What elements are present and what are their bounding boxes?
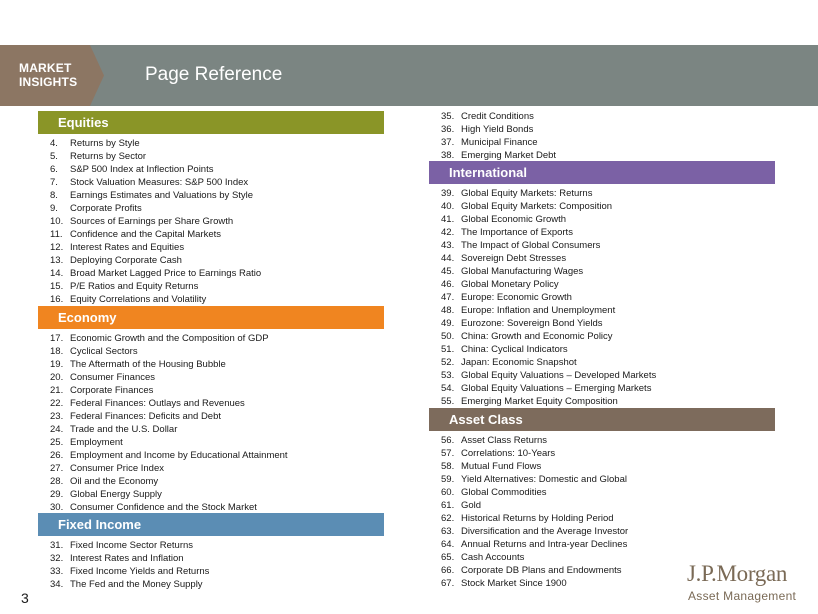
item-number: 7. bbox=[50, 177, 58, 188]
list-item bbox=[38, 384, 384, 397]
item-label: P/E Ratios and Equity Returns bbox=[70, 281, 199, 292]
item-label: Eurozone: Sovereign Bond Yields bbox=[461, 318, 603, 329]
logo-subtitle: Asset Management bbox=[688, 589, 797, 603]
item-number: 20. bbox=[50, 372, 64, 383]
item-label: Fixed Income Yields and Returns bbox=[70, 566, 210, 577]
list-item bbox=[429, 110, 775, 123]
badge-line-2: INSIGHTS bbox=[19, 75, 78, 89]
item-number: 18. bbox=[50, 346, 64, 357]
list-item bbox=[38, 163, 384, 176]
item-number: 48. bbox=[441, 305, 455, 316]
list-item bbox=[429, 136, 775, 149]
item-label: Confidence and the Capital Markets bbox=[70, 229, 222, 240]
list-item bbox=[429, 473, 775, 486]
item-label: Federal Finances: Outlays and Revenues bbox=[70, 398, 245, 409]
item-label: Sources of Earnings per Share Growth bbox=[70, 216, 234, 227]
item-label: Correlations: 10-Years bbox=[461, 448, 556, 459]
item-number: 64. bbox=[441, 539, 455, 550]
item-label: Global Monetary Policy bbox=[461, 279, 559, 290]
list-item bbox=[429, 434, 775, 447]
list-item bbox=[429, 239, 775, 252]
item-number: 65. bbox=[441, 552, 455, 563]
item-label: Deploying Corporate Cash bbox=[70, 255, 182, 266]
item-label: Global Equity Markets: Composition bbox=[461, 201, 613, 212]
item-number: 31. bbox=[50, 540, 64, 551]
section-equities bbox=[38, 111, 384, 306]
section-fixed-income bbox=[38, 513, 384, 591]
item-number: 55. bbox=[441, 396, 455, 407]
item-number: 61. bbox=[441, 500, 455, 511]
equities-list bbox=[38, 137, 384, 306]
item-number: 19. bbox=[50, 359, 64, 370]
item-label: Asset Class Returns bbox=[461, 435, 548, 446]
item-number: 34. bbox=[50, 579, 64, 590]
list-item bbox=[38, 202, 384, 215]
item-label: Employment and Income by Educational Attainment bbox=[70, 450, 288, 461]
item-label: Yield Alternatives: Domestic and Global bbox=[461, 474, 627, 485]
list-item bbox=[429, 265, 775, 278]
item-label: Stock Valuation Measures: S&P 500 Index bbox=[70, 177, 249, 188]
item-label: Municipal Finance bbox=[461, 137, 538, 148]
item-number: 24. bbox=[50, 424, 64, 435]
item-number: 47. bbox=[441, 292, 455, 303]
item-label: Cash Accounts bbox=[461, 552, 525, 563]
section-header-fixed-income: Fixed Income bbox=[38, 513, 384, 536]
badge-text bbox=[19, 61, 77, 89]
list-item bbox=[429, 343, 775, 356]
item-number: 16. bbox=[50, 294, 64, 305]
item-number: 41. bbox=[441, 214, 455, 225]
item-label: High Yield Bonds bbox=[461, 124, 534, 135]
item-number: 49. bbox=[441, 318, 455, 329]
item-label: Global Energy Supply bbox=[70, 489, 162, 500]
list-item bbox=[38, 423, 384, 436]
item-number: 56. bbox=[441, 435, 455, 446]
item-label: Interest Rates and Equities bbox=[70, 242, 185, 253]
list-item bbox=[429, 291, 775, 304]
item-label: Federal Finances: Deficits and Debt bbox=[70, 411, 222, 422]
page-title: Page Reference bbox=[145, 64, 283, 85]
list-item bbox=[429, 460, 775, 473]
list-item bbox=[38, 475, 384, 488]
item-number: 23. bbox=[50, 411, 64, 422]
item-label: Oil and the Economy bbox=[70, 476, 159, 487]
item-number: 21. bbox=[50, 385, 64, 396]
fixed-income-continued-list bbox=[429, 110, 775, 162]
list-item bbox=[38, 358, 384, 371]
item-number: 9. bbox=[50, 203, 58, 214]
item-number: 59. bbox=[441, 474, 455, 485]
list-item bbox=[429, 252, 775, 265]
item-number: 43. bbox=[441, 240, 455, 251]
list-item bbox=[429, 200, 775, 213]
item-label: China: Cyclical Indicators bbox=[461, 344, 568, 355]
list-item bbox=[38, 176, 384, 189]
item-number: 40. bbox=[441, 201, 455, 212]
item-number: 67. bbox=[441, 578, 455, 589]
item-label: Global Equity Valuations – Emerging Markets bbox=[461, 383, 652, 394]
item-label: Earnings Estimates and Valuations by Style bbox=[70, 190, 254, 201]
item-label: Returns by Style bbox=[70, 138, 140, 149]
item-number: 58. bbox=[441, 461, 455, 472]
list-item bbox=[429, 330, 775, 343]
item-number: 66. bbox=[441, 565, 455, 576]
item-number: 33. bbox=[50, 566, 64, 577]
item-label: Consumer Finances bbox=[70, 372, 156, 383]
item-number: 13. bbox=[50, 255, 64, 266]
item-number: 27. bbox=[50, 463, 64, 474]
item-label: Returns by Sector bbox=[70, 151, 147, 162]
item-number: 12. bbox=[50, 242, 64, 253]
list-item bbox=[429, 395, 775, 408]
list-item bbox=[429, 213, 775, 226]
item-number: 62. bbox=[441, 513, 455, 524]
item-number: 11. bbox=[50, 229, 63, 240]
list-item bbox=[429, 123, 775, 136]
item-number: 32. bbox=[50, 553, 64, 564]
item-number: 63. bbox=[441, 526, 455, 537]
list-item bbox=[38, 410, 384, 423]
header-banner bbox=[0, 45, 818, 106]
item-number: 51. bbox=[441, 344, 455, 355]
list-item bbox=[38, 254, 384, 267]
item-label: Corporate Finances bbox=[70, 385, 154, 396]
list-item bbox=[429, 512, 775, 525]
item-label: The Aftermath of the Housing Bubble bbox=[70, 359, 226, 370]
section-international bbox=[429, 161, 775, 408]
list-item bbox=[429, 356, 775, 369]
item-number: 39. bbox=[441, 188, 455, 199]
item-label: Trade and the U.S. Dollar bbox=[70, 424, 178, 435]
list-item bbox=[429, 538, 775, 551]
list-item bbox=[429, 499, 775, 512]
item-number: 45. bbox=[441, 266, 455, 277]
item-number: 29. bbox=[50, 489, 64, 500]
list-item bbox=[38, 565, 384, 578]
item-label: Corporate DB Plans and Endowments bbox=[461, 565, 622, 576]
section-header-asset-class: Asset Class bbox=[429, 408, 775, 431]
list-item bbox=[429, 278, 775, 291]
item-label: Global Commodities bbox=[461, 487, 547, 498]
list-item bbox=[38, 189, 384, 202]
logo-wordmark: J.P.Morgan bbox=[687, 561, 788, 586]
item-number: 10. bbox=[50, 216, 64, 227]
item-number: 57. bbox=[441, 448, 455, 459]
item-number: 28. bbox=[50, 476, 64, 487]
item-label: Broad Market Lagged Price to Earnings Ratio bbox=[70, 268, 262, 279]
list-item bbox=[38, 371, 384, 384]
list-item bbox=[429, 486, 775, 499]
item-number: 30. bbox=[50, 502, 64, 513]
item-label: Global Manufacturing Wages bbox=[461, 266, 584, 277]
section-header-economy: Economy bbox=[38, 306, 384, 329]
item-label: Stock Market Since 1900 bbox=[461, 578, 567, 589]
item-label: Equity Correlations and Volatility bbox=[70, 294, 207, 305]
item-label: Employment bbox=[70, 437, 123, 448]
item-number: 6. bbox=[50, 164, 58, 175]
list-item bbox=[38, 332, 384, 345]
item-number: 35. bbox=[441, 111, 455, 122]
item-number: 46. bbox=[441, 279, 455, 290]
list-item bbox=[38, 436, 384, 449]
economy-list bbox=[38, 332, 384, 514]
list-item bbox=[38, 539, 384, 552]
international-list bbox=[429, 187, 775, 408]
fixed-income-list bbox=[38, 539, 384, 591]
list-item bbox=[38, 137, 384, 150]
item-label: Gold bbox=[461, 500, 482, 511]
item-number: 37. bbox=[441, 137, 455, 148]
list-item bbox=[429, 317, 775, 330]
list-item bbox=[429, 226, 775, 239]
item-number: 42. bbox=[441, 227, 455, 238]
item-label: Emerging Market Equity Composition bbox=[461, 396, 618, 407]
item-number: 38. bbox=[441, 150, 455, 161]
item-number: 5. bbox=[50, 151, 58, 162]
item-number: 54. bbox=[441, 383, 455, 394]
list-item bbox=[38, 462, 384, 475]
item-number: 36. bbox=[441, 124, 455, 135]
item-number: 60. bbox=[441, 487, 455, 498]
list-item bbox=[38, 578, 384, 591]
item-label: Consumer Confidence and the Stock Market bbox=[70, 502, 257, 513]
list-item bbox=[38, 449, 384, 462]
item-number: 44. bbox=[441, 253, 455, 264]
list-item bbox=[429, 447, 775, 460]
section-economy bbox=[38, 306, 384, 514]
item-number: 50. bbox=[441, 331, 455, 342]
page-number: 3 bbox=[21, 590, 29, 606]
item-label: Mutual Fund Flows bbox=[461, 461, 542, 472]
item-number: 15. bbox=[50, 281, 64, 292]
section-header-international: International bbox=[429, 161, 775, 184]
item-label: China: Growth and Economic Policy bbox=[461, 331, 613, 342]
list-item bbox=[429, 382, 775, 395]
section-fixed-income-continued bbox=[429, 110, 775, 162]
list-item bbox=[38, 267, 384, 280]
list-item bbox=[38, 241, 384, 254]
list-item bbox=[38, 150, 384, 163]
item-label: Consumer Price Index bbox=[70, 463, 164, 474]
item-label: The Impact of Global Consumers bbox=[461, 240, 601, 251]
list-item bbox=[38, 228, 384, 241]
item-label: Europe: Economic Growth bbox=[461, 292, 572, 303]
item-label: Fixed Income Sector Returns bbox=[70, 540, 194, 551]
list-item bbox=[429, 369, 775, 382]
item-label: Annual Returns and Intra-year Declines bbox=[461, 539, 628, 550]
list-item bbox=[38, 345, 384, 358]
market-insights-badge bbox=[0, 45, 104, 106]
item-label: Global Economic Growth bbox=[461, 214, 567, 225]
list-item bbox=[429, 187, 775, 200]
list-item bbox=[38, 397, 384, 410]
list-item bbox=[38, 293, 384, 306]
list-item bbox=[429, 525, 775, 538]
item-label: Interest Rates and Inflation bbox=[70, 553, 184, 564]
badge-line-1: MARKET bbox=[19, 61, 72, 75]
item-number: 53. bbox=[441, 370, 455, 381]
item-label: Economic Growth and the Composition of GDP bbox=[70, 333, 269, 344]
item-label: Historical Returns by Holding Period bbox=[461, 513, 614, 524]
item-number: 4. bbox=[50, 138, 58, 149]
item-number: 26. bbox=[50, 450, 64, 461]
item-label: Global Equity Valuations – Developed Markets bbox=[461, 370, 657, 381]
item-label: Cyclical Sectors bbox=[70, 346, 138, 357]
item-number: 17. bbox=[50, 333, 64, 344]
item-number: 22. bbox=[50, 398, 64, 409]
item-label: Europe: Inflation and Unemployment bbox=[461, 305, 616, 316]
item-number: 8. bbox=[50, 190, 58, 201]
item-label: Sovereign Debt Stresses bbox=[461, 253, 567, 264]
item-label: Japan: Economic Snapshot bbox=[461, 357, 577, 368]
item-label: The Fed and the Money Supply bbox=[70, 579, 203, 590]
item-label: Emerging Market Debt bbox=[461, 150, 557, 161]
item-label: The Importance of Exports bbox=[461, 227, 573, 238]
item-label: Diversification and the Average Investor bbox=[461, 526, 629, 537]
item-label: Credit Conditions bbox=[461, 111, 534, 122]
list-item bbox=[38, 280, 384, 293]
item-label: Global Equity Markets: Returns bbox=[461, 188, 593, 199]
item-label: Corporate Profits bbox=[70, 203, 142, 214]
list-item bbox=[38, 488, 384, 501]
item-label: S&P 500 Index at Inflection Points bbox=[70, 164, 214, 175]
list-item bbox=[38, 552, 384, 565]
jpmorgan-logo bbox=[687, 561, 807, 606]
item-number: 14. bbox=[50, 268, 64, 279]
section-header-equities: Equities bbox=[38, 111, 384, 134]
item-number: 25. bbox=[50, 437, 64, 448]
list-item bbox=[429, 304, 775, 317]
list-item bbox=[38, 215, 384, 228]
item-number: 52. bbox=[441, 357, 455, 368]
